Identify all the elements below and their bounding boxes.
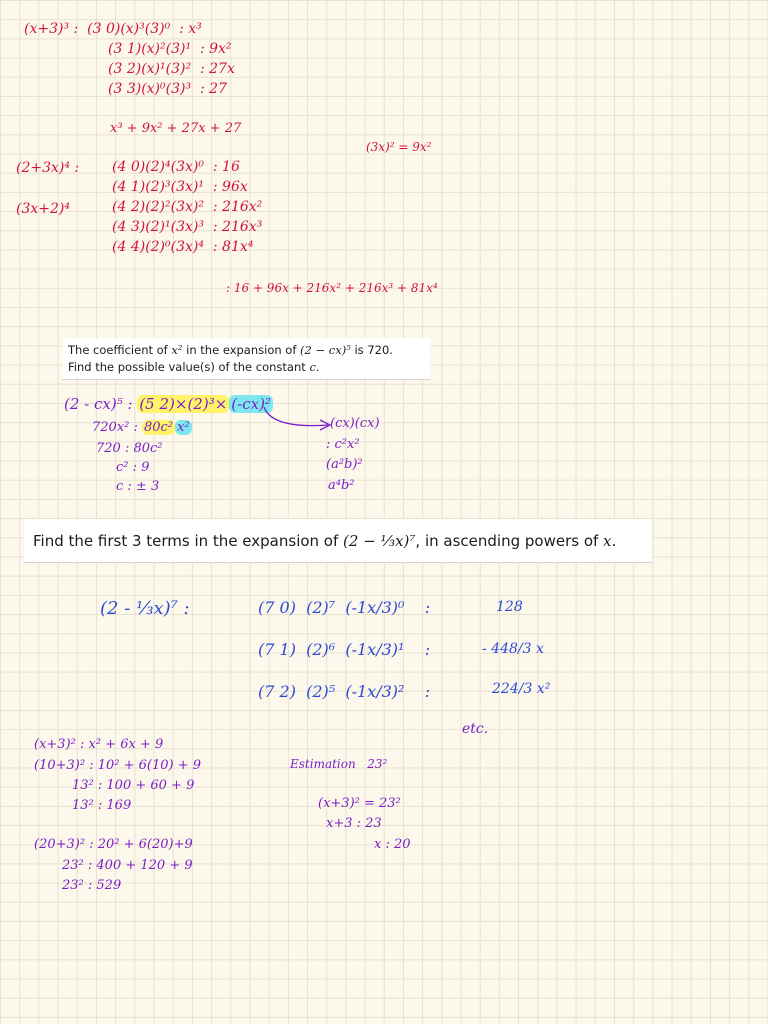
question-2-math-x: x <box>603 532 612 550</box>
working-1-line-4: c² : 9 <box>116 460 150 475</box>
expansion-2-line-4: (4 3)(2)¹(3x)³ : 216x³ <box>112 219 263 235</box>
estimation-label <box>290 758 387 770</box>
working-1-line-2 <box>92 421 192 434</box>
working-2-value-2: - 448/3 x <box>482 641 544 657</box>
block-3-line-4: 13² : 169 <box>72 798 132 813</box>
question-1-text-b: in the expansion of <box>182 343 301 357</box>
working-1-lhs: (2 - cx)⁵ : <box>64 395 138 413</box>
expansion-1-line-2: (3 1)(x)²(3)¹ : 9x² <box>108 41 232 57</box>
question-1-text-a: The coefficient of <box>68 343 172 357</box>
estimation-line-1: (x+3)² = 23² <box>318 796 401 811</box>
question-1-text-d: Find the possible value(s) of the constant <box>68 360 310 374</box>
working-1-line-2-lhs: 720x² : <box>92 420 143 435</box>
working-1-highlight-yellow: (5 2)×(2)³× <box>139 395 228 413</box>
estimation-line-2: x+3 : 23 <box>326 816 382 831</box>
question-2-text-c: . <box>611 532 617 550</box>
working-1-side-3: (a²b)² <box>326 457 363 472</box>
expansion-1-line-1: (x+3)³ : (3 0)(x)³(3)⁰ : x³ <box>24 21 202 37</box>
working-2-line-1: (7 0) (2)⁷ (-1x/3)⁰ : <box>258 598 431 617</box>
estimation-value: 23² <box>367 757 388 771</box>
working-2-etc: etc. <box>462 721 489 737</box>
estimation-word: Estimation <box>290 757 356 771</box>
expansion-1-line-4: (3 3)(x)⁰(3)³ : 27 <box>108 81 227 97</box>
working-1-line-5: c : ± 3 <box>116 479 160 494</box>
question-2-text-b: , in ascending powers of <box>415 532 604 550</box>
question-1-text-e: . <box>315 360 320 374</box>
working-2-line-3: (7 2) (2)⁵ (-1x/3)² : <box>258 682 431 701</box>
arrow-icon <box>262 405 334 435</box>
side-note-3x-squared: (3x)² = 9x² <box>366 140 432 154</box>
working-1-line-3: 720 : 80c² <box>96 441 163 456</box>
working-1-line-2-highlight-cyan: x² <box>177 420 190 435</box>
block-3-line-6: 23² : 400 + 120 + 9 <box>62 858 193 873</box>
question-2-math-expr: (2 − ⅓x)⁷ <box>343 532 416 550</box>
question-1-line-1 <box>68 342 424 359</box>
question-1-math-x2: x² <box>171 343 183 357</box>
block-3-line-3: 13² : 100 + 60 + 9 <box>72 778 195 793</box>
question-2-text-a: Find the first 3 terms in the expansion of <box>33 532 344 550</box>
working-2-label: (2 - ⅓x)⁷ : <box>100 598 190 619</box>
block-3-line-7: 23² : 529 <box>62 878 122 893</box>
working-2-value-1: 128 <box>496 599 523 615</box>
question-card-first-terms <box>24 519 652 563</box>
block-3-line-1: (x+3)² : x² + 6x + 9 <box>34 737 164 752</box>
expansion-2-line-5: (4 4)(2)⁰(3x)⁴ : 81x⁴ <box>112 239 254 255</box>
working-1-line-2-highlight-yellow: 80c² <box>144 420 174 435</box>
expansion-1-result: x³ + 9x² + 27x + 27 <box>110 121 242 136</box>
estimation-line-3: x : 20 <box>374 837 411 852</box>
block-3-line-5: (20+3)² : 20² + 6(20)+9 <box>34 837 193 852</box>
expansion-2-line-1: (4 0)(2)⁴(3x)⁰ : 16 <box>112 159 240 175</box>
question-card-coefficient <box>62 338 430 380</box>
question-1-math-expr: (2 − cx)⁵ <box>300 343 351 357</box>
working-2-value-3: 224/3 x² <box>492 681 551 697</box>
working-1-side-4: a⁴b² <box>328 478 355 493</box>
working-1-line-1 <box>64 397 273 412</box>
expansion-2-label: (2+3x)⁴ : <box>16 160 80 176</box>
expansion-2-result: : 16 + 96x + 216x² + 216x³ + 81x⁴ <box>226 281 438 295</box>
block-3-line-2: (10+3)² : 10² + 6(10) + 9 <box>34 758 202 773</box>
question-1-line-2 <box>68 359 424 376</box>
working-1-side-1: (cx)(cx) <box>330 416 380 431</box>
expansion-2-line-2: (4 1)(2)³(3x)¹ : 96x <box>112 179 248 195</box>
expansion-2-label-alt: (3x+2)⁴ <box>16 201 70 217</box>
question-1-text-c: is 720. <box>350 343 393 357</box>
expansion-1-line-3: (3 2)(x)¹(3)² : 27x <box>108 61 235 77</box>
question-1-math-c: c <box>309 360 316 374</box>
working-1-highlight-cyan: (-cx)² <box>231 395 271 413</box>
expansion-2-line-3: (4 2)(2)²(3x)² : 216x² <box>112 199 263 215</box>
working-1-side-2: : c²x² <box>326 437 360 452</box>
working-2-line-2: (7 1) (2)⁶ (-1x/3)¹ : <box>258 640 431 659</box>
